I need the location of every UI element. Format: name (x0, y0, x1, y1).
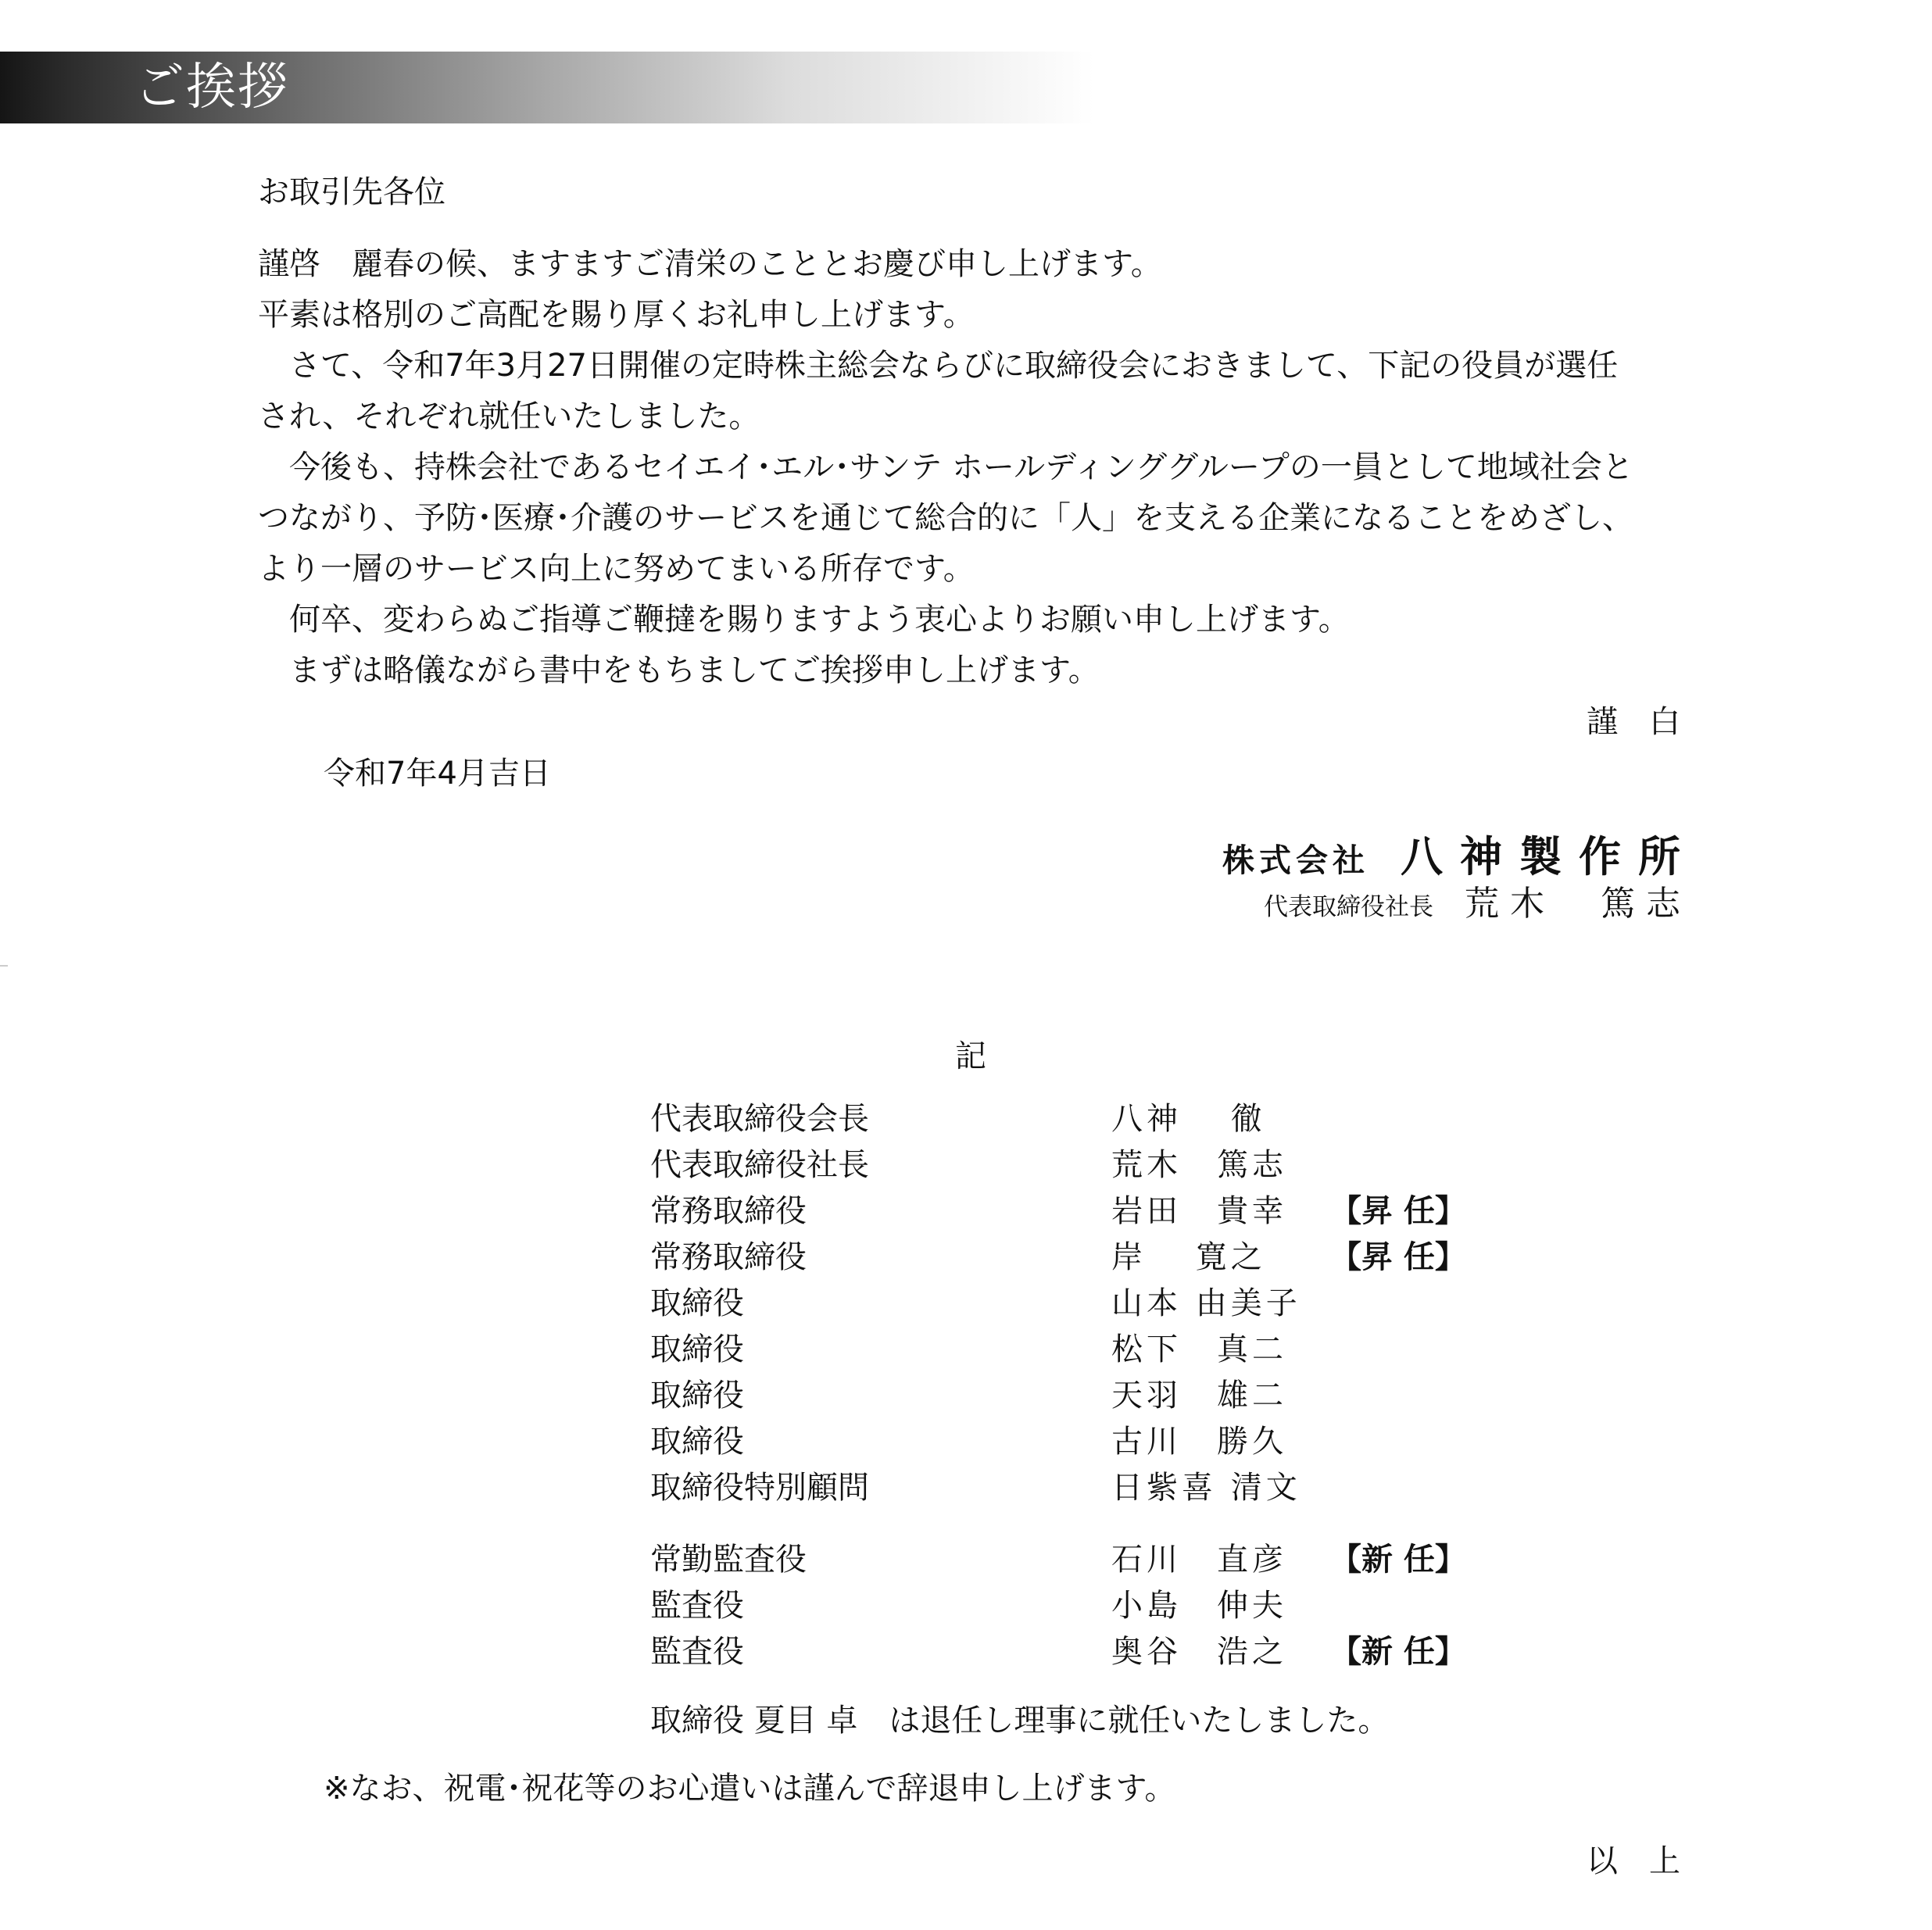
letter-line: 何卒、変わらぬご指導ご鞭撻を賜りますよう衷心よりお願い申し上げます。 (258, 602, 1350, 638)
closing-salutation: 謹 白 (1587, 704, 1680, 740)
company-prefix: 株式会社 (1222, 842, 1369, 879)
officer-name: 岸 寛之 (1111, 1239, 1266, 1275)
officer-title: 取締役 (650, 1331, 744, 1367)
officer-name: 小島 伸夫 (1111, 1588, 1287, 1624)
letter-line: さて、令和7年3月27日開催の定時株主総会ならびに取締役会におきまして、下記の役員が選任 (258, 348, 1619, 384)
representative-name: 荒木 篤志 (1465, 884, 1691, 924)
officer-name: 石川 直彦 (1111, 1542, 1287, 1578)
letter-line: 謹啓 麗春の候、ますますご清栄のこととお慶び申し上げます。 (258, 246, 1162, 282)
letter-line: より一層のサービス向上に努めてまいる所存です。 (258, 551, 975, 587)
officer-title: 取締役 (650, 1378, 744, 1414)
officer-title: 代表取締役会長 (650, 1101, 869, 1137)
officer-row (650, 1423, 1510, 1460)
officer-name: 荒木 篤志 (1111, 1147, 1287, 1183)
officer-title: 取締役 (650, 1424, 744, 1460)
officer-note: 【新 任】 (1330, 1634, 1466, 1670)
officer-title: 代表取締役社長 (650, 1147, 869, 1183)
letter-date: 令和7年4月吉日 (324, 756, 551, 792)
officer-title: 監査役 (650, 1588, 744, 1624)
officer-title: 常勤監査役 (650, 1542, 807, 1578)
letter-line: まずは略儀ながら書中をもちましてご挨拶申し上げます。 (258, 652, 1100, 688)
auditor-row (650, 1587, 1510, 1624)
officer-note: 【新 任】 (1330, 1542, 1466, 1578)
officer-note: 【昇 任】 (1330, 1239, 1466, 1275)
officer-row (650, 1238, 1510, 1276)
auditor-row (650, 1633, 1510, 1671)
auditor-row (650, 1541, 1510, 1578)
record-heading: 記 (955, 1038, 986, 1074)
addressee: お取引先各位 (258, 174, 445, 210)
officer-title: 常務取締役 (650, 1239, 807, 1275)
officer-note: 【昇 任】 (1330, 1193, 1466, 1229)
officer-name: 松下 真二 (1111, 1331, 1287, 1367)
officer-row (650, 1100, 1510, 1138)
officer-row (650, 1192, 1510, 1230)
officer-row (650, 1146, 1510, 1184)
officer-title: 常務取締役 (650, 1193, 807, 1229)
decline-note: ※なお、祝電･祝花等のお心遣いは謹んで辞退申し上げます。 (324, 1771, 1176, 1807)
closing-end: 以 上 (1587, 1843, 1680, 1879)
letter-line: され、それぞれ就任いたしました。 (258, 399, 760, 434)
officer-title: 監査役 (650, 1634, 744, 1670)
representative-signature (1264, 875, 1691, 925)
officer-name: 八神 徹 (1111, 1101, 1266, 1137)
officer-title: 取締役 (650, 1285, 744, 1321)
officer-title: 取締役特別顧問 (650, 1470, 869, 1506)
officer-name: 岩田 貴幸 (1111, 1193, 1287, 1229)
page-title: ご挨拶 (134, 59, 289, 116)
officer-row (650, 1285, 1510, 1322)
officer-row (650, 1469, 1510, 1506)
officer-row (650, 1377, 1510, 1414)
representative-title: 代表取締役社長 (1264, 893, 1433, 921)
officer-name: 奥谷 浩之 (1111, 1634, 1287, 1670)
officer-name: 山本 由美子 (1111, 1285, 1301, 1321)
letter-line: 平素は格別のご高配を賜り厚くお礼申し上げます。 (258, 297, 975, 333)
retirement-note: 取締役 夏目 卓 は退任し理事に就任いたしました。 (650, 1703, 1390, 1739)
officer-name: 古川 勝久 (1111, 1424, 1287, 1460)
officer-name: 日紫喜 清文 (1111, 1470, 1301, 1506)
letter-line: つながり、予防･医療･介護のサービスを通じて総合的に「人」を支える企業になることをめざし、 (258, 500, 1633, 536)
officer-name: 天羽 雄二 (1111, 1378, 1287, 1414)
company-name: 八神製作所 (1401, 832, 1698, 881)
letter-line: 今後も、持株会社であるセイエイ･エル･サンテ ホールディンググループの一員として地域社会と (258, 449, 1633, 485)
edge-mark (0, 965, 8, 967)
officer-row (650, 1331, 1510, 1368)
